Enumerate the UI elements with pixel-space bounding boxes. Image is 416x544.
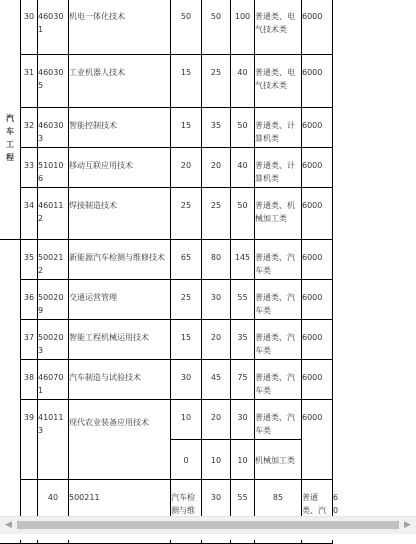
quota-2: 25 (202, 55, 231, 108)
table-row (0, 400, 333, 440)
table-row (0, 108, 333, 148)
table-row (0, 280, 333, 320)
major-code: 500211 (69, 480, 171, 544)
quota-total: 55 (231, 280, 255, 320)
quota-2: 45 (202, 360, 231, 400)
tuition-fee: 6000 (302, 55, 333, 108)
quota-2: 10 (202, 440, 231, 480)
quota-1: 15 (171, 108, 202, 148)
table-row: 40 500211 汽车检测与维 30 55 85 普通类、汽 60 (0, 480, 333, 544)
table-row (0, 188, 333, 240)
category: 普通类、汽车类 (255, 360, 302, 400)
major-name: 智能工程机械运用技术 (69, 320, 171, 360)
quota-1: 50 (171, 0, 202, 55)
major-code: 500212 (38, 240, 69, 280)
major-code: 500203 (38, 320, 69, 360)
row-number: 34 (21, 188, 38, 240)
tuition-fee: 6000 (302, 400, 333, 480)
quota-2: 20 (202, 400, 231, 440)
scroll-left-arrow-icon[interactable]: ◀ (5, 520, 12, 530)
quota-1: 10 (171, 400, 202, 440)
row-number: 36 (21, 280, 38, 320)
quota-2: 25 (202, 188, 231, 240)
quota-total: 40 (231, 55, 255, 108)
category: 普通类、汽车类 (255, 240, 302, 280)
quota-1: 20 (171, 148, 202, 188)
table-row (0, 148, 333, 188)
category: 普通类、汽车类 (255, 280, 302, 320)
major-name: 交通运营管理 (69, 280, 171, 320)
quota-1: 0 (171, 440, 202, 480)
tuition-fee: 6000 (302, 148, 333, 188)
category: 普通类、汽 (302, 480, 333, 544)
major-name: 焊接制造技术 (69, 188, 171, 240)
quota-2: 50 (202, 0, 231, 55)
quota-2: 20 (202, 148, 231, 188)
scroll-right-arrow-icon[interactable]: ▶ (404, 520, 411, 530)
row-number: 40 (38, 480, 69, 544)
table-row (0, 0, 333, 55)
major-code: 460301 (38, 0, 69, 55)
category: 普通类、汽车类 (255, 320, 302, 360)
quota-total: 145 (231, 240, 255, 280)
quota-1: 65 (171, 240, 202, 280)
major-name: 汽车制造与试验技术 (69, 360, 171, 400)
major-name: 智能控制技术 (69, 108, 171, 148)
quota-total: 100 (231, 0, 255, 55)
major-code: 460303 (38, 108, 69, 148)
quota-total: 50 (231, 188, 255, 240)
tuition-fee: 6000 (302, 108, 333, 148)
major-code: 500209 (38, 280, 69, 320)
row-number: 37 (21, 320, 38, 360)
quota-2: 30 (202, 280, 231, 320)
category: 普通类、汽车类 (255, 400, 302, 440)
category: 普通类、计算机类 (255, 108, 302, 148)
row-number: 32 (21, 108, 38, 148)
major-name: 现代农业装备应用技术 (69, 400, 171, 480)
tuition-fee: 6000 (302, 320, 333, 360)
quota-1: 15 (171, 55, 202, 108)
category: 普通类、电气技术类 (255, 55, 302, 108)
quota-2: 35 (202, 108, 231, 148)
major-code: 460305 (38, 55, 69, 108)
row-number: 33 (21, 148, 38, 188)
quota-1: 15 (171, 320, 202, 360)
quota-total: 30 (231, 400, 255, 440)
major-code: 510106 (38, 148, 69, 188)
horizontal-scrollbar[interactable] (0, 516, 416, 534)
tuition-fee: 6000 (302, 360, 333, 400)
bottom-edge (0, 534, 416, 540)
major-name: 新能源汽车检测与维修技术 (69, 240, 171, 280)
category: 普通类、电气技术类 (255, 0, 302, 55)
category: 普通类、机械加工类 (255, 188, 302, 240)
quota-2: 55 (231, 480, 255, 544)
quota-1: 25 (171, 280, 202, 320)
row-number: 35 (21, 240, 38, 280)
tuition-fee: 6000 (302, 280, 333, 320)
quota-total: 40 (231, 148, 255, 188)
major-name: 工业机器人技术 (69, 55, 171, 108)
quota-total: 50 (231, 108, 255, 148)
quota-total: 10 (231, 440, 255, 480)
tuition-fee: 6000 (302, 240, 333, 280)
quota-2: 20 (202, 320, 231, 360)
table-row (0, 240, 333, 280)
department-label: 汽车工程 (6, 114, 14, 162)
tuition-fee: 6000 (302, 0, 333, 55)
major-name: 移动互联应用技术 (69, 148, 171, 188)
category: 普通类、计算机类 (255, 148, 302, 188)
quota-2: 80 (202, 240, 231, 280)
table-row (0, 360, 333, 400)
tuition-fee: 6000 (302, 188, 333, 240)
quota-total: 75 (231, 360, 255, 400)
quota-total: 85 (255, 480, 302, 544)
row-number: 38 (21, 360, 38, 400)
major-code: 460112 (38, 188, 69, 240)
table-row (0, 55, 333, 108)
major-name: 汽车检测与维 (171, 480, 202, 544)
table-row (0, 320, 333, 360)
row-number: 31 (21, 55, 38, 108)
quota-1: 30 (171, 360, 202, 400)
quota-1: 25 (171, 188, 202, 240)
category: 机械加工类 (255, 440, 302, 480)
scrollbar-thumb[interactable] (17, 521, 399, 529)
row-number: 39 (21, 400, 38, 480)
quota-1: 30 (202, 480, 231, 544)
major-name: 机电一体化技术 (69, 0, 171, 55)
major-code: 410113 (38, 400, 69, 480)
quota-total: 35 (231, 320, 255, 360)
major-code: 460701 (38, 360, 69, 400)
department-cell (0, 114, 21, 544)
row-number: 30 (21, 0, 38, 55)
